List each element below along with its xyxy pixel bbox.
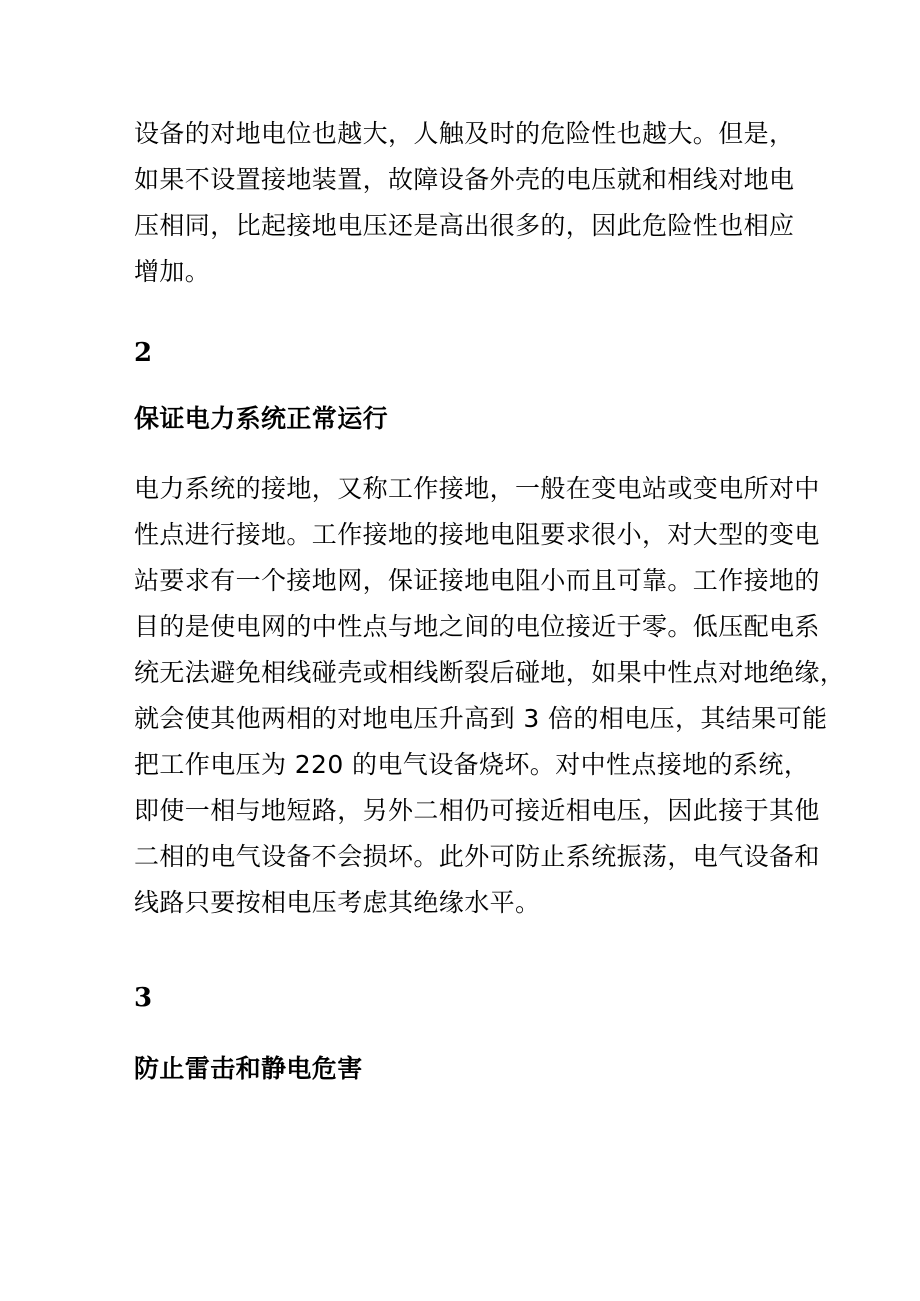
paragraph-line: 增加。	[134, 257, 211, 286]
paragraph-line: 即使一相与地短路，另外二相仍可接近相电压，因此接于其他	[134, 796, 820, 825]
paragraph-line: 就会使其他两相的对地电压升高到 3 倍的相电压，其结果可能	[134, 704, 828, 733]
paragraph-line: 电力系统的接地，又称工作接地，一般在变电站或变电所对中	[134, 474, 820, 503]
paragraph-line: 二相的电气设备不会损坏。此外可防止系统振荡，电气设备和	[134, 842, 820, 871]
paragraph-line: 性点进行接地。工作接地的接地电阻要求很小，对大型的变电	[134, 520, 820, 549]
section-2-paragraph	[134, 466, 846, 926]
paragraph-line: 目的是使电网的中性点与地之间的电位接近于零。低压配电系	[134, 612, 820, 641]
paragraph-line: 设备的对地电位也越大，人触及时的危险性也越大。但是，	[134, 119, 795, 148]
intro-paragraph	[134, 111, 794, 295]
paragraph-line: 压相同，比起接地电压还是高出很多的，因此危险性也相应	[134, 211, 795, 240]
paragraph-line: 线路只要按相电压考虑其绝缘水平。	[134, 888, 541, 917]
paragraph-line: 统无法避免相线碰壳或相线断裂后碰地，如果中性点对地绝缘，	[134, 658, 846, 687]
paragraph-line: 把工作电压为 220 的电气设备烧坏。对中性点接地的系统，	[134, 750, 810, 779]
paragraph-line: 站要求有一个接地网，保证接地电阻小而且可靠。工作接地的	[134, 566, 820, 595]
paragraph-line: 如果不设置接地装置，故障设备外壳的电压就和相线对地电	[134, 165, 795, 194]
section-3-title: 防止雷击和静电危害	[134, 1054, 363, 1083]
section-2-title: 保证电力系统正常运行	[134, 404, 389, 433]
section-3-number: 3	[134, 983, 153, 1013]
section-2-number: 2	[134, 338, 153, 368]
